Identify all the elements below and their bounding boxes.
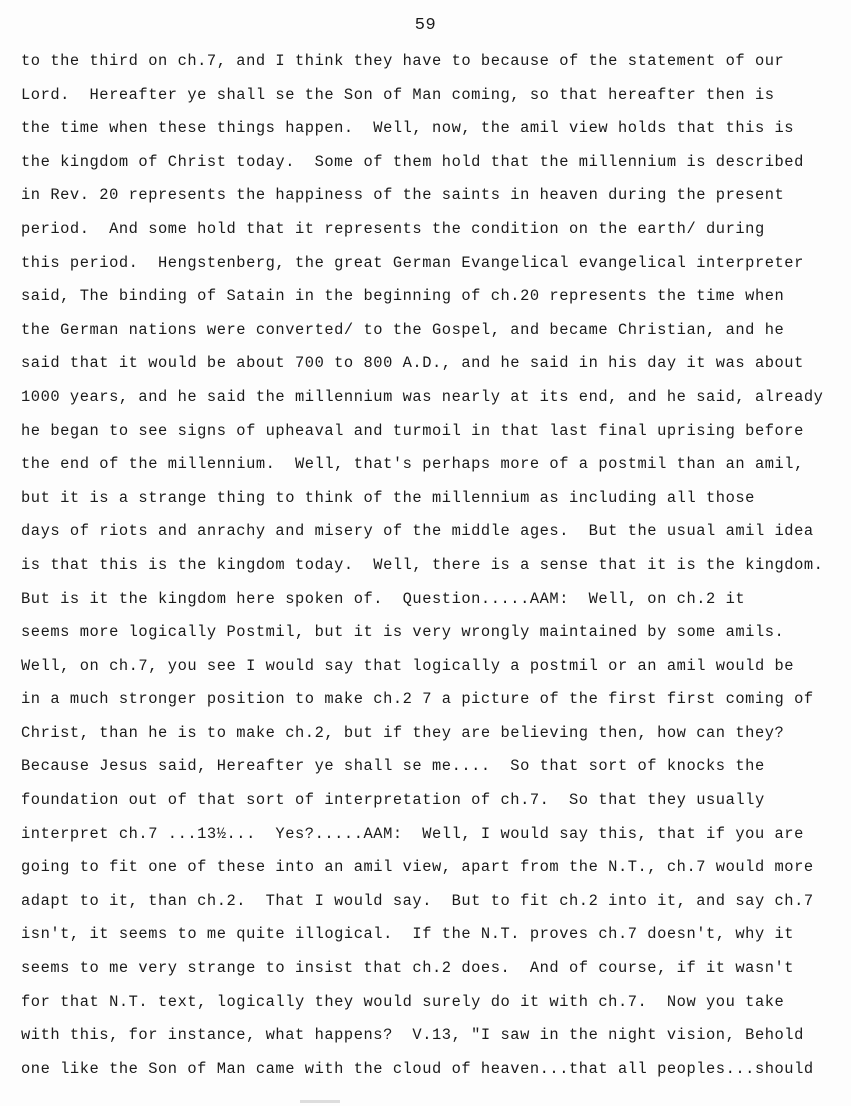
text-line: interpret ch.7 ...13½... Yes?.....AAM: Well, I would say this, that if you are (21, 824, 804, 843)
text-line: Well, on ch.7, you see I would say that logically a postmil or an amil would be (21, 656, 795, 675)
text-line: he began to see signs of upheaval and turmoil in that last final uprising before (21, 421, 804, 440)
text-line: seems to me very strange to insist that ch.2 does. And of course, if it wasn't (21, 959, 795, 978)
text-line: seems more logically Postmil, but it is very wrongly maintained by some amils. (21, 623, 785, 642)
text-line: but it is a strange thing to think of the millennium as including all those (21, 488, 755, 507)
text-line: But is it the kingdom here spoken of. Question.....AAM: Well, on ch.2 it (21, 589, 746, 608)
text-line: 1000 years, and he said the millennium was nearly at its end, and he said, already (21, 387, 824, 406)
text-line: going to fit one of these into an amil view, apart from the N.T., ch.7 would more (21, 858, 814, 877)
text-line: said that it would be about 700 to 800 A.D., and he said in his day it was about (21, 354, 804, 373)
text-line: days of riots and anrachy and misery of the middle ages. But the usual amil idea (21, 522, 814, 541)
page-number: 59 (414, 16, 437, 35)
paper-smudge (300, 1100, 340, 1103)
text-line: Christ, than he is to make ch.2, but if they are believing then, how can they? (21, 723, 785, 742)
text-line: Because Jesus said, Hereafter ye shall se me.... So that sort of knocks the (21, 757, 765, 776)
text-line: to the third on ch.7, and I think they have to because of the statement of our (21, 52, 785, 70)
text-line: isn't, it seems to me quite illogical. If the N.T. proves ch.7 doesn't, why it (21, 925, 795, 944)
text-line: Lord. Hereafter ye shall se the Son of Man coming, so that hereafter then is (21, 85, 775, 104)
text-line: foundation out of that sort of interpretation of ch.7. So that they usually (21, 791, 765, 810)
text-line: in Rev. 20 represents the happiness of the saints in heaven during the present (21, 186, 785, 205)
text-line: in a much stronger position to make ch.2 7 a picture of the first first coming of (21, 690, 814, 709)
text-line: the end of the millennium. Well, that's perhaps more of a postmil than an amil, (21, 455, 804, 474)
text-line: said, The binding of Satain in the beginning of ch.20 represents the time when (21, 287, 785, 306)
text-line: one like the Son of Man came with the cloud of heaven...that all peoples...should (21, 1059, 814, 1078)
text-line: is that this is the kingdom today. Well, there is a sense that it is the kingdom. (21, 555, 824, 574)
text-line: the German nations were converted/ to the Gospel, and became Christian, and he (21, 320, 785, 339)
text-line: this period. Hengstenberg, the great German Evangelical evangelical interpreter (21, 253, 804, 272)
text-line: with this, for instance, what happens? V.13, "I saw in the night vision, Behold (21, 1026, 804, 1045)
text-line: period. And some hold that it represents the condition on the earth/ during (21, 219, 765, 238)
text-line: the kingdom of Christ today. Some of them hold that the millennium is described (21, 152, 804, 171)
text-line: for that N.T. text, logically they would surely do it with ch.7. Now you take (21, 992, 785, 1011)
text-line: the time when these things happen. Well, now, the amil view holds that this is (21, 119, 795, 138)
body-text (21, 48, 851, 1089)
text-line: adapt to it, than ch.2. That I would say. But to fit ch.2 into it, and say ch.7 (21, 891, 814, 910)
